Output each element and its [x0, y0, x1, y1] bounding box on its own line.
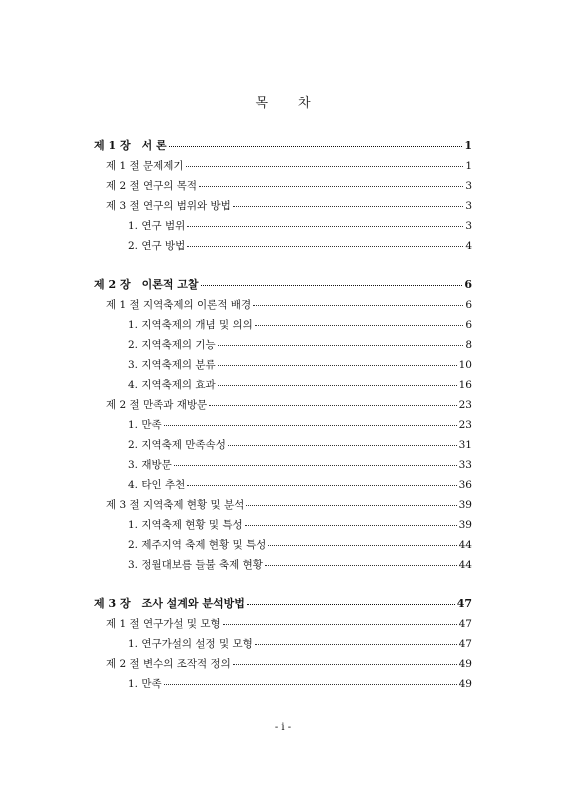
toc-section-entry: [106, 399, 472, 411]
toc-section-entry: [106, 618, 472, 630]
toc-entry-label: 제 2 절 연구의 목적: [106, 180, 198, 192]
page-title: [0, 92, 566, 111]
toc-section-entry: [106, 299, 472, 311]
toc-entry-label: 제 3 절 지역축제 현황 및 분석: [106, 499, 245, 511]
toc-dot-leader: [186, 165, 464, 167]
toc-dot-leader: [174, 464, 457, 466]
toc-entry-label: 1. 지역축제의 개념 및 의의: [128, 319, 253, 331]
toc-dot-leader: [187, 245, 463, 247]
toc-dot-leader: [199, 185, 463, 187]
toc-section-entry: [106, 499, 472, 511]
toc-subsection-entry: [128, 339, 472, 351]
toc-entry-label: 2. 제주지역 축제 현황 및 특성: [128, 539, 267, 551]
toc-entry-label: 2. 연구 방법: [128, 240, 186, 252]
toc-entry-page-number: 23: [458, 399, 472, 411]
toc-subsection-entry: [128, 678, 472, 690]
toc-entry-label: 2. 지역축제 만족속성: [128, 439, 226, 451]
toc-section-entry: [106, 160, 472, 172]
toc-dot-leader: [228, 444, 457, 446]
toc-dot-leader: [218, 344, 464, 346]
toc-entry-page-number: 44: [458, 539, 472, 551]
toc-subsection-entry: [128, 519, 472, 531]
toc-entry-page-number: 3: [465, 200, 472, 212]
toc-entry-label: 1. 지역축제 현황 및 특성: [128, 519, 243, 531]
toc-entry-label: 1. 만족: [128, 419, 162, 431]
toc-entry-page-number: 49: [458, 678, 472, 690]
toc-entry-label: 1. 만족: [128, 678, 162, 690]
toc-dot-leader: [255, 324, 464, 326]
toc-dot-leader: [169, 145, 463, 147]
toc-subsection-entry: [128, 319, 472, 331]
toc-entry-page-number: 1: [464, 139, 472, 152]
toc-entry-page-number: 39: [458, 499, 472, 511]
toc-entry-label: 3. 정월대보름 들불 축제 현황: [128, 559, 263, 571]
toc-entry-page-number: 23: [458, 419, 472, 431]
toc-entry-label: 제 1 절 연구가설 및 모형: [106, 618, 221, 630]
toc-entry-page-number: 49: [458, 658, 472, 670]
toc-section-entry: [106, 180, 472, 192]
toc-entry-label: 제 1 장 서 론: [94, 139, 167, 152]
toc-chapter-entry: [94, 598, 472, 610]
toc-dot-leader: [255, 643, 457, 645]
toc-entry-label: 1. 연구가설의 설정 및 모형: [128, 638, 253, 650]
toc-dot-leader: [187, 484, 456, 486]
toc-dot-leader: [246, 504, 456, 506]
toc-entry-label: 2. 지역축제의 기능: [128, 339, 216, 351]
toc-dot-leader: [164, 424, 457, 426]
toc-entry-page-number: 44: [458, 559, 472, 571]
toc-entry-label: 제 2 절 만족과 재방문: [106, 399, 208, 411]
toc-entry-label: 3. 지역축제의 분류: [128, 359, 216, 371]
toc-dot-leader: [268, 544, 456, 546]
toc-entry-page-number: 47: [456, 597, 472, 610]
toc-entry-page-number: 39: [458, 519, 472, 531]
toc-entry-page-number: 8: [465, 339, 472, 351]
page-number-footer: - i -: [274, 722, 292, 733]
toc-chapter-entry: [94, 279, 472, 291]
toc-entry-page-number: 4: [465, 240, 472, 252]
toc-entry-page-number: 3: [465, 220, 472, 232]
toc-subsection-entry: [128, 220, 472, 232]
toc-entry-label: 제 1 절 문제제기: [106, 160, 184, 172]
toc-dot-leader: [245, 524, 457, 526]
toc-subsection-entry: [128, 559, 472, 571]
toc-entry-label: 3. 재방문: [128, 459, 172, 471]
toc-entry-label: 4. 타인 추천: [128, 479, 186, 491]
toc-entry-page-number: 3: [465, 180, 472, 192]
toc-entry-page-number: 10: [458, 359, 472, 371]
toc-dot-leader: [233, 205, 464, 207]
toc-entry-page-number: 1: [465, 160, 472, 172]
toc-entry-label: 제 2 장 이론적 고찰: [94, 278, 199, 291]
toc-dot-leader: [201, 284, 463, 286]
toc-entry-label: 제 1 절 지역축제의 이론적 배경: [106, 299, 252, 311]
toc-entry-page-number: 47: [458, 618, 472, 630]
toc-dot-leader: [247, 603, 455, 605]
toc-dot-leader: [218, 364, 457, 366]
toc-section-entry: [106, 200, 472, 212]
toc-subsection-entry: [128, 539, 472, 551]
toc-entry-page-number: 31: [458, 439, 472, 451]
toc-entry-page-number: 6: [464, 278, 472, 291]
toc-subsection-entry: [128, 638, 472, 650]
toc-dot-leader: [233, 663, 457, 665]
toc-entry-label: 제 3 절 연구의 범위와 방법: [106, 200, 231, 212]
toc-section-entry: [106, 658, 472, 670]
toc-dot-leader: [218, 384, 457, 386]
page-title-left: 목: [255, 96, 268, 111]
toc-subsection-entry: [128, 379, 472, 391]
toc-entry-page-number: 6: [465, 299, 472, 311]
toc-entry-page-number: 36: [458, 479, 472, 491]
toc-dot-leader: [253, 304, 463, 306]
toc-subsection-entry: [128, 359, 472, 371]
toc-entry-page-number: 6: [465, 319, 472, 331]
toc-entry-label: 1. 연구 범위: [128, 220, 186, 232]
toc-subsection-entry: [128, 459, 472, 471]
toc-subsection-entry: [128, 479, 472, 491]
toc-entry-label: 제 2 절 변수의 조작적 정의: [106, 658, 231, 670]
toc-chapter-entry: [94, 140, 472, 152]
toc-dot-leader: [209, 404, 456, 406]
toc-dot-leader: [223, 623, 457, 625]
toc-dot-leader: [265, 564, 457, 566]
page-title-right: 차: [298, 96, 311, 111]
toc-dot-leader: [164, 683, 457, 685]
toc-subsection-entry: [128, 439, 472, 451]
toc-subsection-entry: [128, 240, 472, 252]
toc-entry-label: 4. 지역축제의 효과: [128, 379, 216, 391]
toc-entry-label: 제 3 장 조사 설계와 분석방법: [94, 597, 245, 610]
toc-entry-page-number: 16: [458, 379, 472, 391]
toc-subsection-entry: [128, 419, 472, 431]
toc-entry-page-number: 47: [458, 638, 472, 650]
toc-entry-page-number: 33: [458, 459, 472, 471]
toc-dot-leader: [187, 225, 463, 227]
